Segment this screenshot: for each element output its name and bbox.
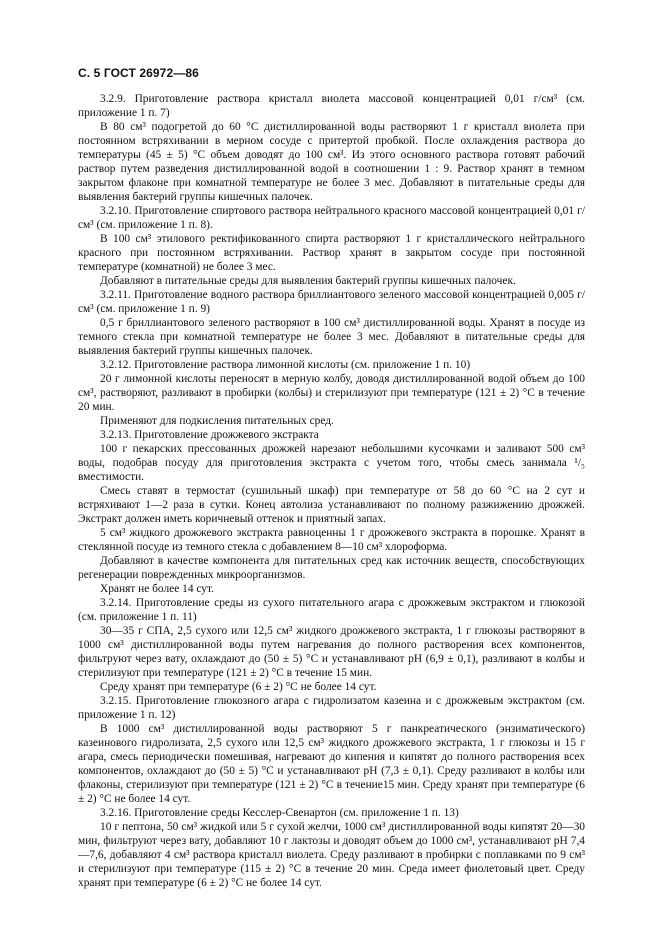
paragraph: 5 см³ жидкого дрожжевого экстракта равноценны 1 г дрожжевого экстракта в порошке. Хранят в стеклянной посуде из темного стекла с добавлением 8—10 см³ хлороформа. (78, 527, 585, 553)
paragraph: 3.2.16. Приготовление среды Кесслер-Свенартон (см. приложение 1 п. 13) (100, 807, 459, 819)
paragraph: Хранят не более 14 сут. (100, 583, 214, 595)
document-body (78, 92, 585, 890)
paragraph: Смесь ставят в термостат (сушильный шкаф) при температуре от 58 до 60 °С на 2 сут и встряхивают 1—2 раза в сутки. Конец автолиза устанавливают по полному разжижению дрожжей. Экстракт должен иметь коричневый оттенок и приятный запах. (78, 485, 585, 525)
paragraph: 20 г лимонной кислоты переносят в мерную колбу, доводя дистиллированной водой объем до 100 см³, растворяют, разливают в пробирки (колбы) и стерилизуют при температуре (121 ± 2) °С в течение 20 мин. (78, 373, 585, 413)
paragraph: В 80 см³ подогретой до 60 °С дистиллированной воды растворяют 1 г кристалл виолета при постоянном встряхивании в мерном сосуде с притертой пробкой. После охлаждения раствора до температуры (45 ± 5) °С объем доводят до 100 см³. Из этого основного раствора готовят рабочий раствор путем разведения дистиллированной водой в соотношении 1 : 9. Раствор хранят в темном закрытом флаконе при комнатной температуре не более 3 мес. Добавляют в питательные среды для выявления бактерий группы кишечных палочек. (78, 121, 585, 203)
paragraph: Добавляют в питательные среды для выявления бактерий группы кишечных палочек. (100, 275, 516, 287)
paragraph: 3.2.10. Приготовление спиртового раствора нейтрального красного массовой концентрацией 0,01 г/см³ (см. приложение 1 п. 8). (78, 205, 585, 231)
paragraph: 3.2.11. Приготовление водного раствора бриллиантового зеленого массовой концентрацией 0,005 г/см³ (см. приложение 1 п. 9) (78, 289, 585, 315)
paragraph: 100 г пекарских прессованных дрожжей нарезают небольшими кусочками и заливают 500 см³ воды, подобрав посуду для приготовления экстракта с учетом того, чтобы смесь занимала ¹/₅ вместимости. (78, 443, 585, 483)
paragraph: 30—35 г СПА, 2,5 сухого или 12,5 см³ жидкого дрожжевого экстракта, 1 г глюкозы растворяют в 1000 см³ дистиллированной воды путем нагревания до полного растворения всех компонентов, фильтруют через вату, охлаждают до (50 ± 5) °С и устанавливают рН (6,9 ± 0,1), разливают в колбы и стерилизуют при температуре (121 ± 2) °С в течение 15 мин. (78, 625, 585, 679)
page-header: С. 5 ГОСТ 26972—86 (78, 66, 199, 80)
paragraph: 3.2.14. Приготовление среды из сухого питательного агара с дрожжевым экстрактом и глюкозой (см. приложение 1 п. 11) (78, 597, 585, 623)
paragraph: В 1000 см³ дистиллированной воды растворяют 5 г панкреатического (энзиматического) казеинового гидролизата, 2,5 сухого или 12,5 см³ жидкого дрожжевого экстракта, 1 г глюкозы и 15 г агара, смесь периодически помешивая, нагревают до кипения и кипятят до полного растворения всех компонентов, охлаждают до (50 ± 5) °С и устанавливают рН (7,3 ± 0,1). Среду разливают в колбы или флаконы, стерилизуют при температуре (121 ± 2) °С в течение15 мин. Среду хранят при температуре (6 ± 2) °С не более 14 сут. (78, 723, 585, 805)
paragraph: Добавляют в качестве компонента для питательных сред как источник веществ, способствующих регенерации поврежденных микроорганизмов. (78, 555, 585, 581)
paragraph: 3.2.9. Приготовление раствора кристалл виолета массовой концентрацией 0,01 г/см³ (см. приложение 1 п. 7) (78, 93, 585, 119)
paragraph: Применяют для подкисления питательных сред. (100, 415, 334, 427)
paragraph: В 100 см³ этилового ректификованного спирта растворяют 1 г кристаллического нейтрального красного при постоянном встряхивании. Раствор хранят в закрытом сосуде при постоянной температуре (комнатной) не более 3 мес. (78, 233, 585, 273)
paragraph: 3.2.12. Приготовление раствора лимонной кислоты (см. приложение 1 п. 10) (100, 359, 471, 371)
paragraph: 10 г пептона, 50 см³ жидкой или 5 г сухой желчи, 1000 см³ дистиллированной воды кипятят 20—30 мин, фильтруют через вату, добавляют 10 г лактозы и доводят объем до 1000 см³, устанавливают рН 7,4—7,6, добавляют 4 см³ раствора кристалл виолета. Среду разливают в пробирки с поплавками по 9 см³ и стерилизуют при температуре (115 ± 2) °С в течение 20 мин. Среда имеет фиолетовый цвет. Среду хранят при температуре (6 ± 2) °С не более 14 сут. (78, 821, 585, 889)
paragraph: 3.2.13. Приготовление дрожжевого экстракта (100, 429, 319, 441)
paragraph: 0,5 г бриллиантового зеленого растворяют в 100 см³ дистиллированной воды. Хранят в посуде из темного стекла при комнатной температуре не более 3 мес. Добавляют в питательные среды для выявления бактерий группы кишечных палочек. (78, 317, 585, 357)
paragraph: Среду хранят при температуре (6 ± 2) °С не более 14 сут. (100, 681, 377, 693)
paragraph: 3.2.15. Приготовление глюкозного агара с гидролизатом казеина и с дрожжевым экстрактом (см. приложение 1 п. 12) (78, 695, 585, 721)
